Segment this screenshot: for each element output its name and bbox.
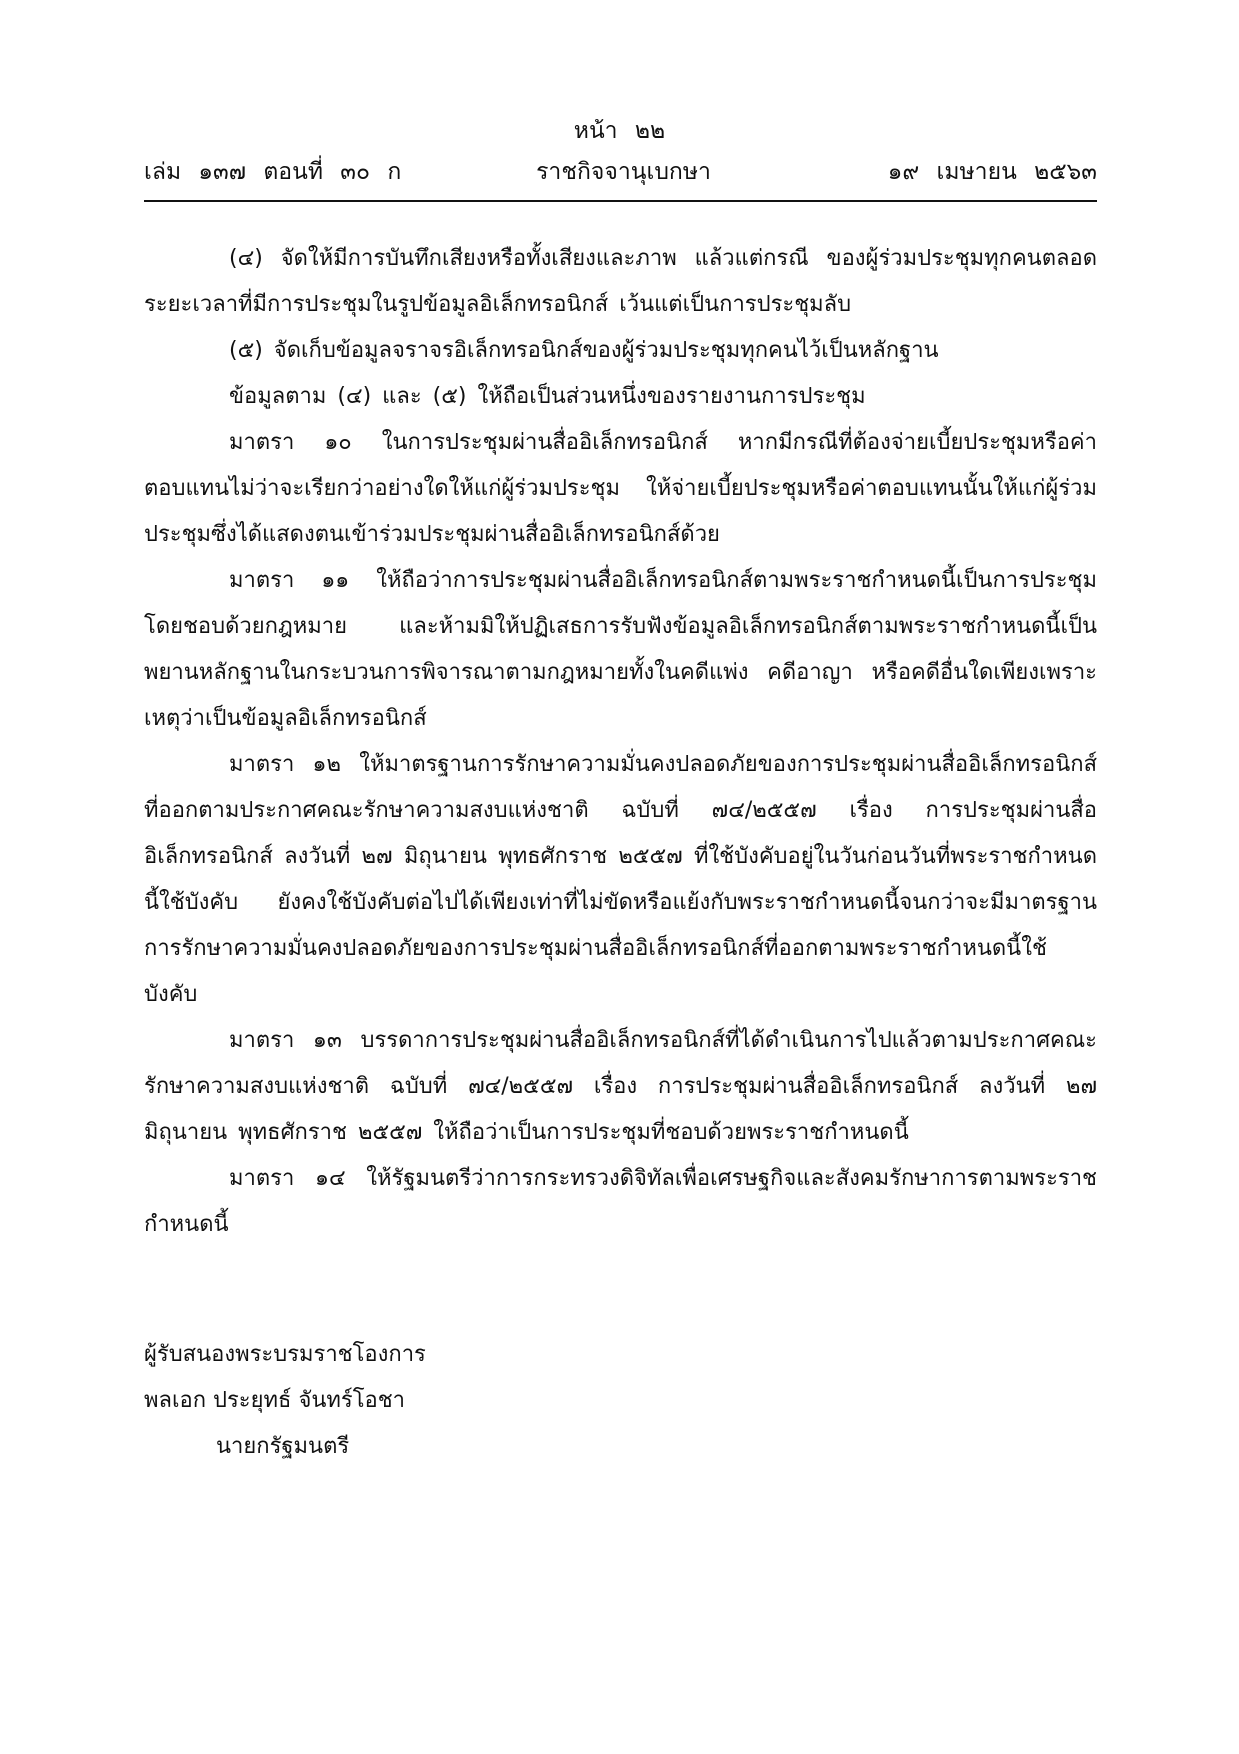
signature-block xyxy=(144,1332,844,1470)
page-number: หน้า ๒๒ xyxy=(573,118,666,144)
section-11: มาตรา ๑๑ ให้ถือว่าการประชุมผ่านสื่ออิเล็กทรอนิกส์ตามพระราชกำหนดนี้เป็นการประชุมโดยชอบด้วยกฎหมาย และห้ามมิให้ปฏิเสธการรับฟังข้อมูลอิเล็กทรอนิกส์ตามพระราชกำหนดนี้เป็นพยานหลักฐานในกระบวนการพิจารณาตามกฎหมายทั้งในคดีแพ่ง คดีอาญา หรือคดีอื่นใดเพียงเพราะเหตุว่าเป็นข้อมูลอิเล็กทรอนิกส์ xyxy=(144,568,1097,731)
volume-issue: เล่ม ๑๓๗ ตอนที่ ๓๐ ก xyxy=(144,159,402,185)
publication-title: ราชกิจจานุเบกษา xyxy=(536,159,711,185)
paragraph-item-5: (๕) จัดเก็บข้อมูลจราจรอิเล็กทรอนิกส์ของผู้ร่วมประชุมทุกคนไว้เป็นหลักฐาน xyxy=(229,338,939,363)
document-body xyxy=(144,236,1097,1248)
signatory-name: พลเอก ประยุทธ์ จันทร์โอชา xyxy=(144,1388,406,1413)
signatory-title: นายกรัฐมนตรี xyxy=(216,1434,350,1459)
countersign-label: ผู้รับสนองพระบรมราชโองการ xyxy=(144,1342,426,1367)
section-12: มาตรา ๑๒ ให้มาตรฐานการรักษาความมั่นคงปลอดภัยของการประชุมผ่านสื่ออิเล็กทรอนิกส์ที่ออกตามประกาศคณะรักษาความสงบแห่งชาติ ฉบับที่ ๗๔/๒๕๕๗ เรื่อง การประชุมผ่านสื่ออิเล็กทรอนิกส์ ลงวันที่ ๒๗ มิถุนายน พุทธศักราช ๒๕๕๗ ที่ใช้บังคับอยู่ในวันก่อนวันที่พระราชกำหนดนี้ใช้บังคับ ยังคงใช้บังคับต่อไปได้เพียงเท่าที่ไม่ขัดหรือแย้งกับพระราชกำหนดนี้จนกว่าจะมีมาตรฐานการรักษาความมั่นคงปลอดภัยของการประชุมผ่านสื่ออิเล็กทรอนิกส์ที่ออกตามพระราชกำหนดนี้ใช้บังคับ xyxy=(144,752,1097,1007)
publication-date: ๑๙ เมษายน ๒๕๖๓ xyxy=(887,159,1097,185)
section-13: มาตรา ๑๓ บรรดาการประชุมผ่านสื่ออิเล็กทรอนิกส์ที่ได้ดำเนินการไปแล้วตามประกาศคณะรักษาความสงบแห่งชาติ ฉบับที่ ๗๔/๒๕๕๗ เรื่อง การประชุมผ่านสื่ออิเล็กทรอนิกส์ ลงวันที่ ๒๗ มิถุนายน พุทธศักราช ๒๕๕๗ ให้ถือว่าเป็นการประชุมที่ชอบด้วยพระราชกำหนดนี้ xyxy=(144,1028,1097,1145)
header-divider xyxy=(144,200,1097,202)
gazette-header xyxy=(144,157,1097,189)
section-14: มาตรา ๑๔ ให้รัฐมนตรีว่าการกระทรวงดิจิทัลเพื่อเศรษฐกิจและสังคมรักษาการตามพระราชกำหนดนี้ xyxy=(144,1166,1097,1237)
paragraph-item-4: (๔) จัดให้มีการบันทึกเสียงหรือทั้งเสียงและภาพ แล้วแต่กรณี ของผู้ร่วมประชุมทุกคนตลอดระยะเวลาที่มีการประชุมในรูปข้อมูลอิเล็กทรอนิกส์ เว้นแต่เป็นการประชุมลับ xyxy=(144,246,1097,317)
section-10: มาตรา ๑๐ ในการประชุมผ่านสื่ออิเล็กทรอนิกส์ หากมีกรณีที่ต้องจ่ายเบี้ยประชุมหรือค่าตอบแทนไม่ว่าจะเรียกว่าอย่างใดให้แก่ผู้ร่วมประชุม ให้จ่ายเบี้ยประชุมหรือค่าตอบแทนนั้นให้แก่ผู้ร่วมประชุมซึ่งได้แสดงตนเข้าร่วมประชุมผ่านสื่ออิเล็กทรอนิกส์ด้วย xyxy=(144,430,1097,547)
paragraph-data-note: ข้อมูลตาม (๔) และ (๕) ให้ถือเป็นส่วนหนึ่งของรายงานการประชุม xyxy=(229,384,866,409)
